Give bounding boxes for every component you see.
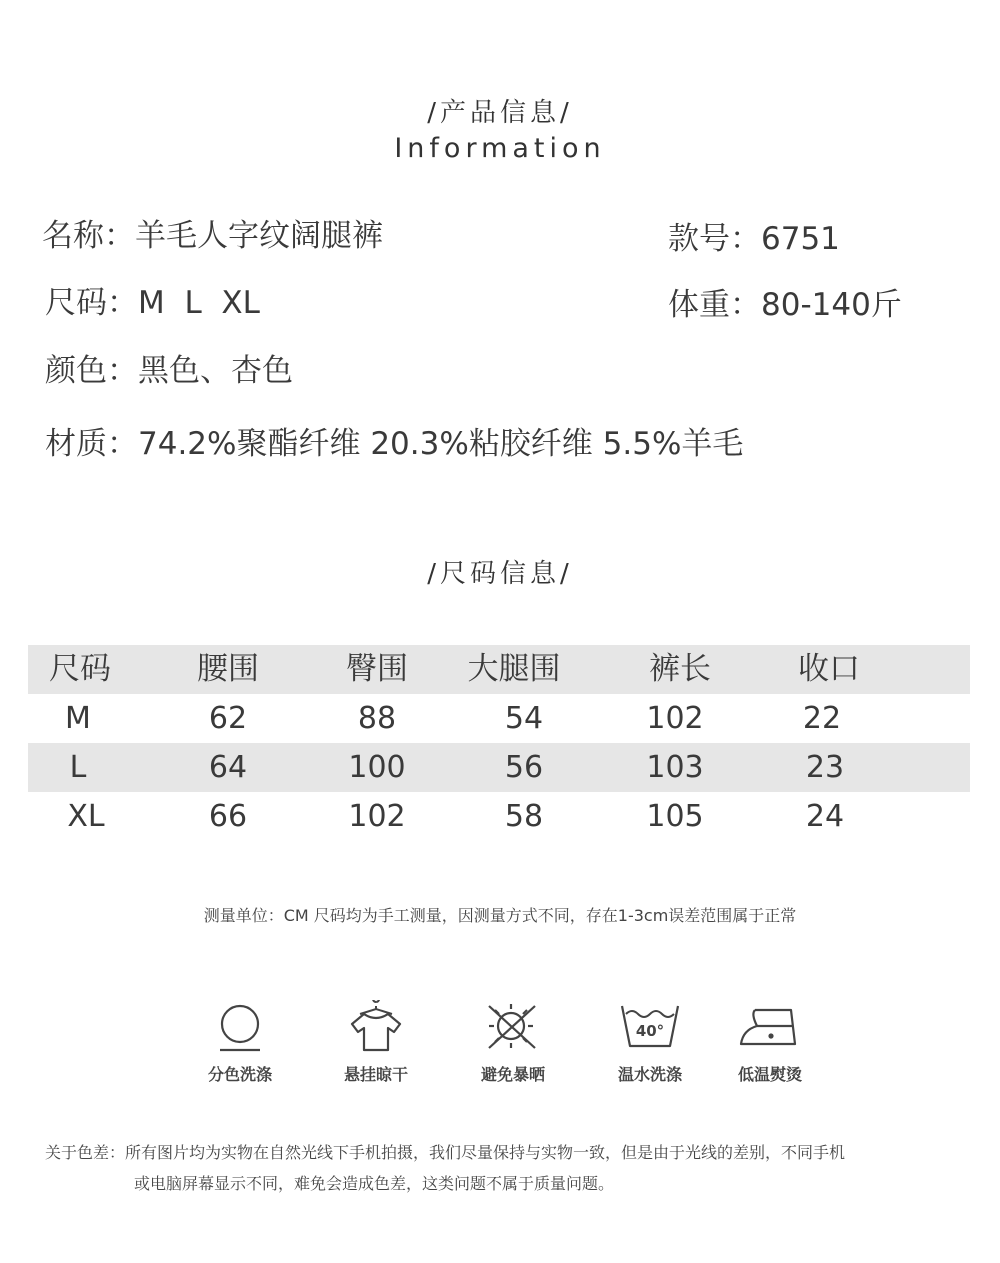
size-table [28, 645, 970, 841]
care-item [710, 1000, 830, 1085]
row-hem: 24 [805, 799, 845, 834]
style-row [668, 213, 840, 258]
row-thigh: 58 [504, 799, 544, 834]
row-length: 105 [646, 799, 704, 834]
care-item [316, 1000, 436, 1085]
material-row [45, 418, 743, 463]
color-row [45, 345, 293, 390]
care-label: 低温熨烫 [737, 1065, 802, 1084]
row-thigh: 54 [504, 701, 544, 736]
row-hip: 102 [348, 799, 406, 834]
header-length: 裤长 [649, 651, 711, 687]
row-length: 102 [646, 701, 704, 736]
color-disclaimer-line1: 关于色差：所有图片均为实物在自然光线下手机拍摄，我们尽量保持与实物一致，但是由于光线的差别，不同手机 [45, 1143, 846, 1162]
header-waist: 腰围 [197, 651, 259, 687]
row-waist: 64 [208, 750, 248, 785]
wash-temperature: 40° [635, 1022, 665, 1040]
no-sun-icon [453, 1000, 573, 1054]
row-hem: 22 [802, 701, 842, 736]
color-disclaimer-line2: 或电脑屏幕显示不同，难免会造成色差，这类问题不属于质量问题。 [134, 1174, 615, 1193]
row-size: XL [67, 799, 105, 834]
care-item [180, 1000, 300, 1085]
product-info-title: /产品信息/ [427, 98, 573, 128]
weight-value: 80-140斤 [761, 287, 902, 323]
table-row [28, 743, 970, 792]
header-hem: 收口 [798, 651, 860, 687]
color-label: 颜色： [45, 353, 138, 389]
care-label: 避免暴晒 [480, 1065, 545, 1084]
care-label: 分色洗涤 [207, 1065, 272, 1084]
hanging-shirt-icon [316, 1000, 436, 1054]
size-row [45, 277, 260, 322]
material-label: 材质： [45, 426, 138, 462]
row-thigh: 56 [504, 750, 544, 785]
name-value: 羊毛人字纹阔腿裤 [135, 218, 383, 254]
size-info-title: /尺码信息/ [427, 559, 573, 589]
weight-row [668, 279, 902, 324]
row-length: 103 [646, 750, 704, 785]
row-waist: 62 [208, 701, 248, 736]
name-row [42, 210, 383, 255]
size-value: M L XL [138, 285, 260, 321]
name-label: 名称： [42, 218, 135, 254]
product-info-title-en: Information [394, 133, 606, 164]
iron-low-icon [710, 1000, 830, 1054]
color-value: 黑色、杏色 [138, 353, 293, 389]
row-size: L [69, 750, 87, 785]
row-hip: 100 [348, 750, 406, 785]
size-table-header [28, 645, 970, 694]
circle-dry-clean-icon [180, 1000, 300, 1054]
row-waist: 66 [208, 799, 248, 834]
row-size: M [65, 701, 91, 736]
style-value: 6751 [761, 221, 840, 257]
header-thigh: 大腿围 [467, 651, 561, 687]
material-value: 74.2%聚酯纤维 20.3%粘胶纤维 5.5%羊毛 [138, 426, 744, 462]
row-hip: 88 [357, 701, 397, 736]
header-hip: 臀围 [346, 651, 408, 687]
measurement-note: 测量单位：CM 尺码均为手工测量，因测量方式不同，存在1-3cm误差范围属于正常 [203, 906, 797, 925]
row-hem: 23 [805, 750, 845, 785]
care-item [590, 1000, 710, 1085]
table-row [28, 694, 970, 743]
care-label: 悬挂晾干 [343, 1065, 408, 1084]
table-row [28, 792, 970, 841]
size-label: 尺码： [45, 285, 138, 321]
weight-label: 体重： [668, 287, 761, 323]
style-label: 款号： [668, 221, 761, 257]
header-size: 尺码 [49, 651, 111, 687]
care-item [453, 1000, 573, 1085]
care-label: 温水洗涤 [617, 1065, 682, 1084]
wash-tub-40-icon [618, 1000, 682, 1054]
